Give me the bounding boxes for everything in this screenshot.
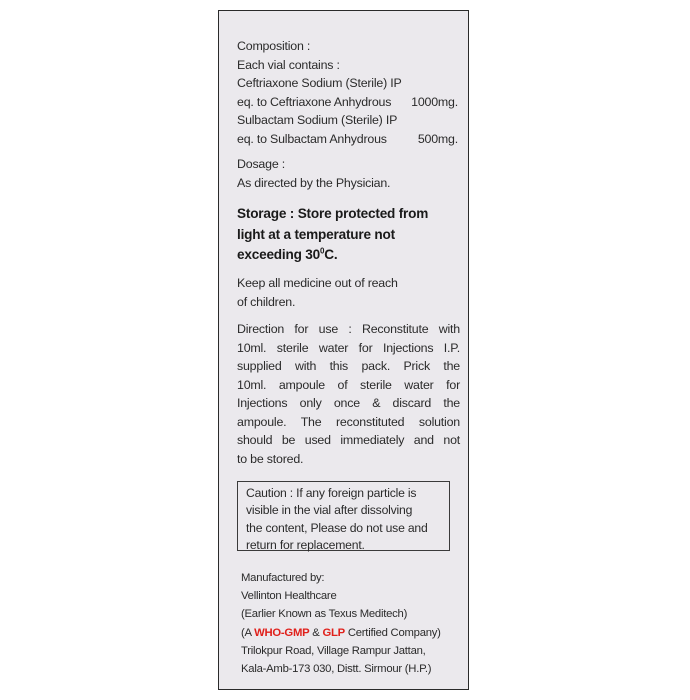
direction-line-2: 10ml. sterile water for Injections I.P. xyxy=(237,340,460,355)
direction-line-1: Direction for use : Reconstitute with xyxy=(237,322,460,336)
storage-temp-text: exceeding 30 xyxy=(237,247,320,262)
storage-unit: C. xyxy=(324,247,338,262)
ingredient-2-eq: eq. to Sulbactam Anhydrous xyxy=(237,131,387,146)
ingredient-1-amount: 1000mg. xyxy=(411,94,458,109)
ingredient-2-name: Sulbactam Sodium (Sterile) IP xyxy=(237,113,398,127)
cert-glp: GLP xyxy=(322,626,345,639)
ingredient-2-row xyxy=(237,130,458,149)
storage-line-2: light at a temperature not xyxy=(237,226,395,242)
manufacturer-address-2: Kala-Amb-173 030, Distt. Sirmour (H.P.) xyxy=(241,663,432,676)
cert-who-gmp: WHO-GMP xyxy=(254,626,310,639)
caution-line-2: visible in the vial after dissolving xyxy=(246,503,413,518)
direction-section xyxy=(237,320,460,468)
cert-prefix: (A xyxy=(241,626,255,639)
dosage-heading: Dosage : xyxy=(237,157,285,171)
storage-line-1: Storage : Store protected from xyxy=(237,206,429,221)
ingredient-1-name: Ceftriaxone Sodium (Sterile) IP xyxy=(237,76,402,90)
composition-intro: Each vial contains : xyxy=(237,57,340,72)
manufacturer-section xyxy=(241,569,462,678)
storage-line-3 xyxy=(237,245,458,266)
caution-line-1: Caution : If any foreign particle is xyxy=(246,486,417,500)
degree-sup: 0 xyxy=(320,246,325,256)
storage-section xyxy=(237,204,458,266)
caution-line-3: the content, Please do not use and xyxy=(246,520,428,535)
dosage-text: As directed by the Physician. xyxy=(237,175,391,190)
manufacturer-earlier: (Earlier Known as Texus Meditech) xyxy=(241,608,408,621)
direction-line-5: Injections only once & discard the xyxy=(237,396,460,410)
keep-out-line-1: Keep all medicine out of reach xyxy=(237,276,398,290)
ingredient-1-row xyxy=(237,93,458,112)
ingredient-1-eq: eq. to Ceftriaxone Anhydrous xyxy=(237,94,392,109)
caution-line-4: return for replacement. xyxy=(246,537,365,552)
dosage-section xyxy=(237,155,458,192)
direction-line-7: should be used immediately and not xyxy=(237,433,460,447)
direction-line-6: ampoule. The reconstituted solution xyxy=(237,414,460,429)
label-panel xyxy=(218,10,469,690)
manufacturer-name: Vellinton Healthcare xyxy=(241,590,337,603)
manufacturer-address-1: Trilokpur Road, Village Rampur Jattan, xyxy=(241,644,426,657)
keep-out-line-2: of children. xyxy=(237,294,296,309)
direction-line-8: to be stored. xyxy=(237,451,304,466)
ingredient-2-amount: 500mg. xyxy=(417,131,458,146)
cert-suffix: Certified Company) xyxy=(344,626,441,639)
composition-section xyxy=(237,37,458,148)
direction-line-4: 10ml. ampoule of sterile water for xyxy=(237,377,460,392)
cert-and: & xyxy=(309,626,323,639)
manufacturer-heading: Manufactured by: xyxy=(241,572,325,584)
composition-heading: Composition : xyxy=(237,39,311,53)
direction-line-3: supplied with this pack. Prick the xyxy=(237,359,460,373)
caution-box xyxy=(237,481,450,551)
keep-out-section xyxy=(237,274,458,311)
manufacturer-certification xyxy=(241,624,462,642)
